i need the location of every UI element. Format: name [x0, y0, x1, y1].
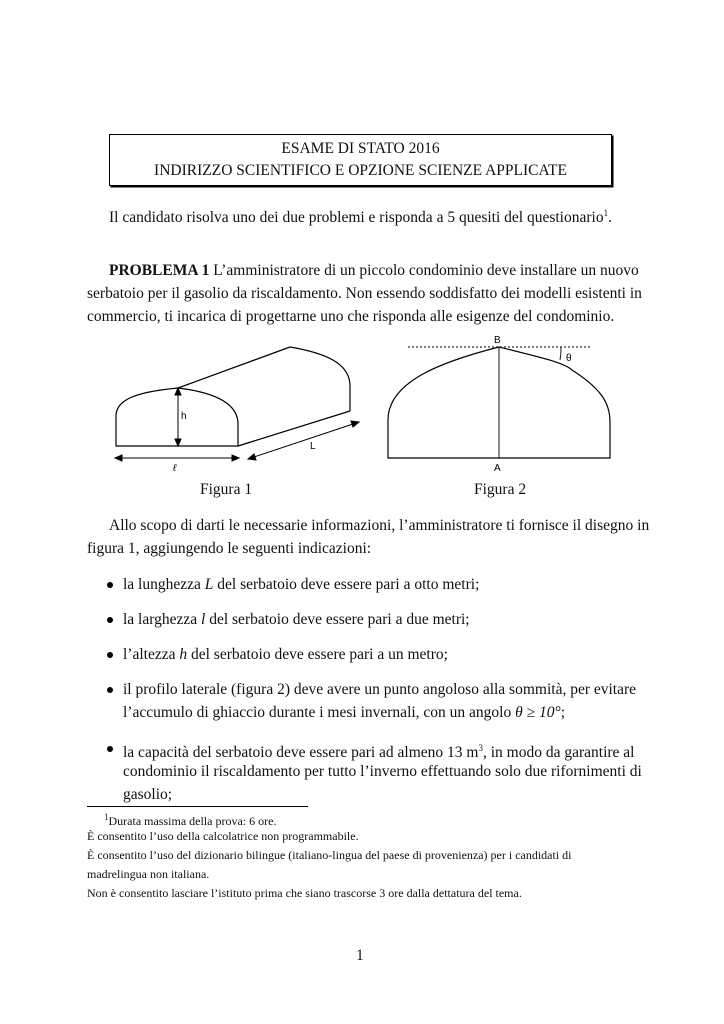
figure-1-top-edge: [178, 347, 290, 388]
header-title: ESAME DI STATO 2016: [281, 140, 440, 157]
bullet-3-var: h: [179, 646, 188, 663]
figure-1-caption: Figura 1: [200, 481, 253, 498]
bullet-2-var: l: [201, 611, 206, 628]
header-box: [109, 134, 612, 186]
body-line-2: figura 1, aggiungendo le seguenti indicazioni:: [87, 540, 372, 557]
bullet-dot-1: [107, 582, 113, 588]
intro-text: Il candidato risolva uno dei due problemi e risponda a 5 quesiti del questionario: [109, 209, 604, 227]
figure-2-angle-arc: [560, 347, 561, 360]
bullet-4-math: θ ≥ 10°: [515, 704, 561, 721]
bullet-dot-3: [107, 652, 113, 658]
figure-1-drawing: [105, 338, 370, 478]
bullet-3: [123, 643, 448, 666]
bullet-2: [123, 608, 470, 631]
bullet-dot-4: [107, 687, 113, 693]
bullet-5-line-3: gasolio;: [123, 786, 173, 803]
bullet-2-post: del serbatoio deve essere pari a due metri;: [205, 611, 470, 628]
figure-1-L-arrow: [248, 421, 359, 460]
footnote-rule: [87, 806, 308, 807]
footnote-4: Non è consentito lasciare l’istituto prima che siano trascorse 3 ore dalla dettatura del tema.: [87, 886, 522, 900]
figure-1-l-arrow: [115, 455, 239, 461]
bullet-5-line-2: condominio il riscaldamento per tutto l’inverno effettuando solo due rifornimenti di: [123, 763, 642, 780]
problem-text-1: L’amministratore di un piccolo condominio deve installare un nuovo: [209, 262, 639, 279]
problem-line-3: commercio, ti incarica di progettarne uno che risponda alle esigenze del condominio.: [87, 308, 615, 325]
bullet-dot-5: [107, 746, 113, 752]
bullet-dot-2: [107, 617, 113, 623]
figure-2-label-theta: θ: [566, 353, 572, 364]
intro-line: [109, 202, 612, 229]
bullet-2-pre: la larghezza: [123, 611, 202, 628]
bullet-1: [123, 573, 479, 596]
figure-2-label-B: B: [494, 335, 501, 346]
figure-2-drawing: [380, 330, 620, 475]
intro-suffix: .: [608, 209, 612, 227]
figure-1-front-face: [116, 388, 238, 446]
figure-1-label-L: L: [310, 441, 316, 452]
bullet-4-pre: l’accumulo di ghiaccio durante i mesi invernali, con un angolo: [123, 704, 516, 721]
footnote-3-line-2: madrelingua non italiana.: [87, 867, 210, 881]
footnote-1-mark: 1: [104, 812, 109, 822]
page-number: 1: [356, 947, 364, 964]
bullet-4-line-1: il profilo laterale (figura 2) deve avere un punto angoloso alla sommità, per evitare: [123, 681, 637, 698]
bullet-3-pre: l’altezza: [123, 646, 180, 663]
figure-1-label-l: ℓ: [173, 463, 177, 474]
bullet-1-pre: la lunghezza: [123, 576, 205, 593]
footnote-2: È consentito l’uso della calcolatrice non programmabile.: [87, 829, 359, 843]
bullet-5-pre: la capacità del serbatoio deve essere pari ad almeno 13 m: [123, 744, 479, 762]
intro-footnote-mark: 1: [603, 208, 609, 218]
footnote-3-line-1: È consentito l’uso del dizionario bilingue (italiano-lingua del paese di provenienza) per i candidati di: [87, 848, 572, 862]
figure-1-back-profile: [290, 347, 350, 411]
problem-line-2: serbatoio per il gasolio da riscaldamento. Non essendo soddisfatto dei modelli esistenti in: [87, 285, 642, 302]
footnote-1-text: Durata massima della prova: 6 ore.: [108, 814, 277, 828]
bullet-5-sup: 3: [478, 743, 483, 753]
problem-label: PROBLEMA 1: [109, 262, 210, 279]
bullet-5-post: , in modo da garantire al: [482, 744, 635, 762]
bullet-4-line-2: [123, 701, 565, 724]
figure-1-label-h: h: [181, 411, 187, 422]
bullet-4-post: ;: [560, 704, 566, 721]
bullet-1-post: del serbatoio deve essere pari a otto metri;: [213, 576, 480, 593]
figure-2-label-A: A: [494, 463, 501, 474]
bullet-3-post: del serbatoio deve essere pari a un metro;: [187, 646, 448, 663]
figure-1-bottom-edge: [238, 411, 350, 446]
header-subtitle: INDIRIZZO SCIENTIFICO E OPZIONE SCIENZE APPLICATE: [154, 162, 567, 179]
bullet-1-var: L: [204, 576, 214, 593]
problem-line-1: [109, 259, 639, 282]
body-line-1: Allo scopo di darti le necessarie informazioni, l’amministratore ti fornisce il disegno in: [109, 517, 650, 534]
figure-2-caption: Figura 2: [474, 481, 527, 498]
